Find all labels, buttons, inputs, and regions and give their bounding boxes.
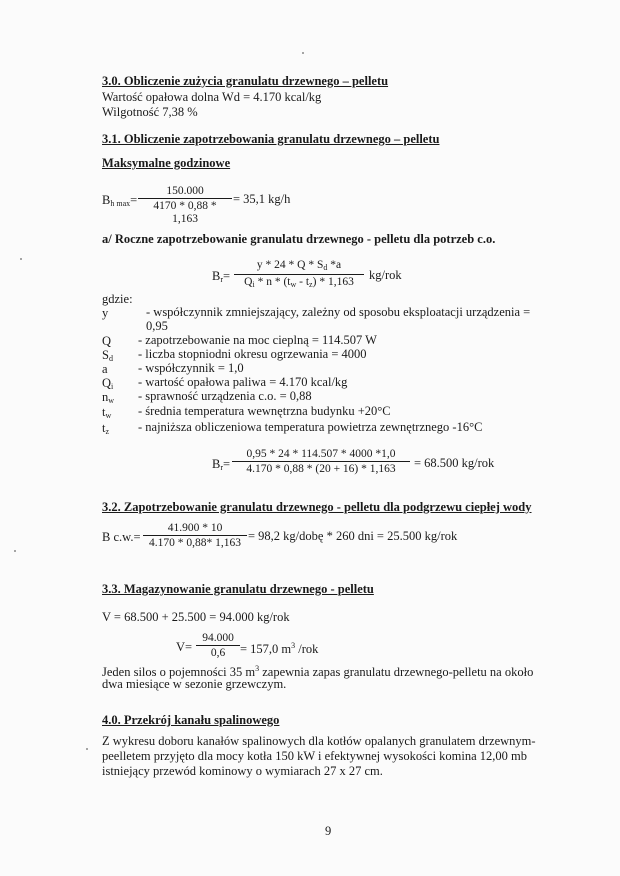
volume-lhs: V= [176,640,193,654]
bcw-numerator: 41.900 * 10 [167,522,223,534]
flue-paragraph-line-2: peelletem przyjęto dla mocy kotła 150 kW i efektywnej wysokości komina 12,00 mb [102,749,528,763]
calorific-value-line: Wartość opałowa dolna Wd = 4.170 kcal/kg [102,90,322,104]
br-formula-denominator: $Q_i$ * n * $(t_w - t_z) * 1,163$ [234,274,364,291]
scan-speck [20,258,22,260]
volume-fraction [196,632,240,660]
br-formula-unit: kg/rok [369,268,402,282]
symbol-desc: - liczba stopniodni okresu ogrzewania = 4000 [138,347,367,361]
section-3-1-heading: 3.1. Obliczenie zapotrzebowania granulatu drzewnego – pelletu [102,132,440,146]
section-3-3-heading: 3.3. Magazynowanie granulatu drzewnego - pelletu [102,582,374,596]
symbol-desc: - średnia temperatura wewnętrzna budynku +20°C [138,404,391,418]
symbol-desc: - wartość opałowa paliwa = 4.170 kcal/kg [138,375,348,389]
br-calc-numerator: 0,95 * 24 * 114.507 * 4000 *1,0 [246,448,396,460]
symbol-name: $n_w$ [102,390,115,405]
br-calc-result: = 68.500 kg/rok [414,456,495,470]
symbol-name: $S_d$ [102,348,113,363]
symbol-desc: - współczynnik zmniejszający, zależny od sposobu eksploatacji urządzenia = [146,305,531,319]
scan-speck [14,550,16,552]
symbol-desc: - współczynnik = 1,0 [138,361,244,375]
br-calc-fraction [232,448,410,476]
bcw-denominator: 4.170 * 0,88* 1,163 [143,535,247,550]
where-label: gdzie: [102,292,133,306]
br-calc-denominator: 4.170 * 0,88 * (20 + 16) * 1,163 [232,461,410,476]
section-3-2-heading: 3.2. Zapotrzebowanie granulatu drzewnego - pelletu dla podgrzewu ciepłej wody [102,500,532,514]
symbol-name: Q [102,334,112,348]
bcw-result: = 98,2 kg/dobę * 260 dni = 25.500 kg/rok [248,529,458,543]
symbol-desc: - sprawność urządzenia c.o. = 0,88 [138,389,312,403]
symbol-name: y [102,306,109,320]
symbol-name: $Q_i$ [102,376,114,391]
scan-speck [86,748,88,750]
flue-paragraph-line-3: istniejący przewód kominowy o wymiarach 27 x 27 cm. [102,764,383,778]
symbol-name: $t_w$ [102,405,112,420]
volume-sum-line: V = 68.500 + 25.500 = 94.000 kg/rok [102,610,290,624]
volume-numerator: 94.000 [202,632,234,644]
silo-paragraph-line-1: Jeden silos o pojemności 35 $m^3$ zapewnia zapas granulatu drzewnego-pelletu na około [102,664,534,679]
br-formula-lhs: $B_r=$ [212,269,231,284]
volume-result: = 157,0 $m^3$ /rok [240,641,319,656]
symbol-desc: - zapotrzebowanie na moc cieplną = 114.507 W [138,333,377,347]
bh-max-fraction [138,185,232,226]
symbol-desc: 0,95 [146,319,168,333]
bcw-fraction [143,522,247,550]
symbol-name: $t_z$ [102,421,110,436]
bh-max-result: = 35,1 kg/h [233,192,291,206]
page-number: 9 [325,824,332,838]
scan-speck [302,52,304,54]
symbol-desc: - najniższa obliczeniowa temperatura powietrza zewnętrznego -16°C [138,420,483,434]
bh-max-lhs: $B_{h max}=$ [102,193,138,208]
max-hourly-subheading: Maksymalne godzinowe [102,156,231,170]
silo-paragraph-line-2: dwa miesiące w sezonie grzewczym. [102,677,287,691]
br-formula-fraction [234,259,364,291]
section-4-0-heading: 4.0. Przekrój kanału spalinowego [102,713,280,727]
symbol-name: a [102,362,108,376]
section-3-0-heading: 3.0. Obliczenie zużycia granulatu drzewnego – pelletu [102,74,389,88]
br-calc-lhs: $B_r=$ [212,457,231,472]
humidity-line: Wilgotność 7,38 % [102,105,198,119]
bh-max-numerator: 150.000 [166,185,204,197]
bh-max-denominator: 4170 * 0,88 * 1,163 [138,198,232,226]
flue-paragraph-line-1: Z wykresu doboru kanałów spalinowych dla kotłów opalanych granulatem drzewnym- [102,734,536,748]
bcw-lhs: B c.w.= [102,530,141,544]
section-a-heading: a/ Roczne zapotrzebowanie granulatu drzewnego - pelletu dla potrzeb c.o. [102,232,496,246]
br-formula-numerator: y * 24 * Q * $S_d$ *a [256,259,342,272]
volume-denominator: 0,6 [196,645,240,660]
